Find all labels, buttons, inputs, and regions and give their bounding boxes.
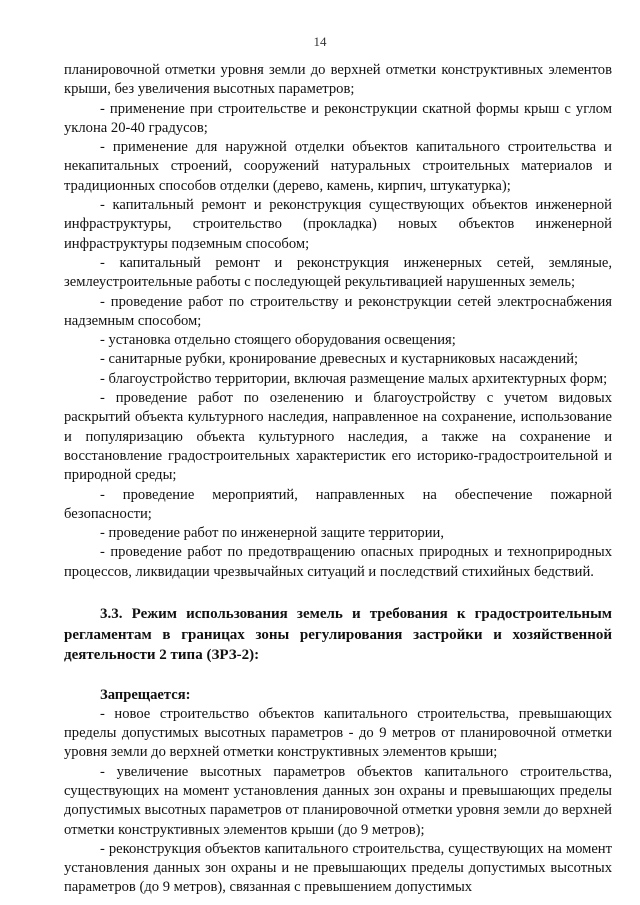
list-item: - применение для наружной отделки объектов капитального строительства и некапитальных строений, сооружений натуральных строительных материалов и традиционных способов отделки (дерево, камень, кирпич, штукатурка); xyxy=(64,139,612,194)
list-item: - санитарные рубки, кронирование древесных и кустарниковых насаждений; xyxy=(100,351,579,368)
list-item: - проведение работ по инженерной защите территории, xyxy=(100,525,444,542)
list-item: - капитальный ремонт и реконструкция существующих объектов инженерной инфраструктуры, строительство (прокладка) новых объектов инженерной инфраструктуры подземным способом; xyxy=(64,197,612,252)
document-body xyxy=(64,61,612,898)
list-item: - установка отдельно стоящего оборудования освещения; xyxy=(100,332,456,349)
list-item: - новое строительство объектов капитального строительства, превышающих пределы допустимых высотных параметров - до 9 метров от планировочной отметки уровня земли до верхней отметки конструктивных элементов крыши; xyxy=(64,705,612,761)
prohibited-activities-list xyxy=(64,705,612,898)
list-item: - увеличение высотных параметров объектов капитального строительства, существующих на момент установления данных зон охраны и превышающих пределы допустимых высотных параметров от планировочной отметки уровня земли до верхней отметки конструктивных элементов крыши (до 9 метров); xyxy=(64,763,612,838)
page-number: 14 xyxy=(313,34,327,49)
list-item: - проведение работ по строительству и реконструкции сетей электроснабжения надземным способом; xyxy=(64,293,612,329)
continued-paragraph: планировочной отметки уровня земли до верхней отметки конструктивных элементов крыши, без увеличения высотных параметров; xyxy=(64,62,612,98)
permitted-activities-list xyxy=(64,61,612,582)
list-item: - проведение работ по озеленению и благоустройству с учетом видовых раскрытий объекта культурного наследия, направленное на сохранение, использование и популяризацию объекта культурного наследия, а также на сохранение и восстановление градостроительных характеристик его историко-градостроительной и природной среды; xyxy=(64,390,612,484)
list-item: - применение при строительстве и реконструкции скатной формы крыш с углом уклона 20-40 градусов; xyxy=(64,100,612,136)
list-item: - благоустройство территории, включая размещение малых архитектурных форм; xyxy=(100,370,608,387)
list-item: - реконструкция объектов капитального строительства, существующих на момент установления данных зон охраны и не превышающих пределы допустимых высотных параметров (до 9 метров), связанная с превышением допустимых xyxy=(64,840,612,896)
section-heading: 3.3. Режим использования земель и требования к градостроительным регламентам в границах зоны регулирования застройки и хозяйственной деятельности 2 типа (ЗРЗ-2): xyxy=(64,606,612,664)
prohibited-subheading: Запрещается: xyxy=(100,686,191,703)
list-item: - капитальный ремонт и реконструкция инженерных сетей, земляные, землеустроительные работы с последующей рекультивацией нарушенных земель; xyxy=(64,254,612,291)
list-item: - проведение работ по предотвращению опасных природных и техноприродных процессов, ликвидации чрезвычайных ситуаций и последствий стихийных бедствий. xyxy=(64,544,612,580)
list-item: - проведение мероприятий, направленных на обеспечение пожарной безопасности; xyxy=(64,486,612,522)
